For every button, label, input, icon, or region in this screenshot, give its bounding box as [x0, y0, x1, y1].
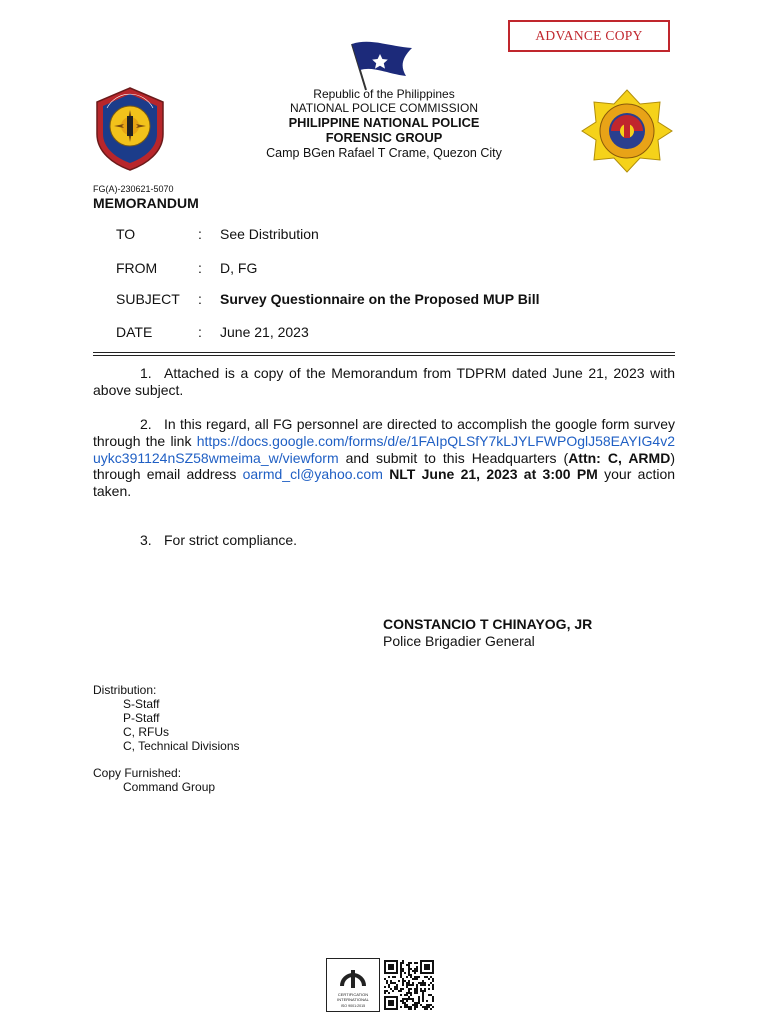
- deadline: NLT June 21, 2023 at 3:00 PM: [389, 466, 598, 483]
- paragraph-2: [93, 416, 675, 500]
- memo-title: MEMORANDUM: [93, 195, 199, 211]
- date-value: June 21, 2023: [220, 324, 309, 340]
- distribution-block: [93, 683, 240, 753]
- from-row: [116, 260, 257, 276]
- paragraph-3: [93, 532, 675, 549]
- paragraph-2-text-e: your action taken.: [93, 466, 676, 500]
- distribution-label: Distribution:: [93, 683, 157, 697]
- email-link[interactable]: oarmd_cl@yahoo.com: [242, 466, 383, 483]
- from-label: FROM: [116, 260, 158, 276]
- distribution-item: C, Technical Divisions: [123, 739, 240, 753]
- survey-form-link[interactable]: https://docs.google.com/forms/d/e/1FAIpQLSfY7kLJYLFWPOglJ58EAYIG4v2uykc391124nSZ58wmeima_w/viewform: [93, 432, 675, 466]
- to-row: [116, 226, 319, 242]
- letterhead-address: Camp BGen Rafael T Crame, Quezon City: [266, 146, 502, 160]
- forensic-group-seal-icon: [580, 88, 674, 174]
- distribution-item: P-Staff: [123, 711, 160, 725]
- flag-icon: [340, 36, 424, 92]
- date-colon: :: [198, 324, 202, 340]
- qr-code-icon: [384, 960, 434, 1010]
- from-value: D, FG: [220, 260, 258, 276]
- paragraph-1-text: Attached is a copy of the Memorandum from TDPRM dated June 21, 2023 with above subject.: [93, 365, 675, 398]
- footer-certification: [326, 958, 438, 1017]
- paragraph-2-text-b: and submit to this Headquarters (: [338, 449, 569, 466]
- subject-colon: :: [198, 291, 202, 307]
- signatory-name: CONSTANCIO T CHINAYOG, JR: [383, 616, 593, 632]
- pnp-seal-icon: [93, 86, 167, 172]
- cert-line-1: CERTIFICATION: [337, 992, 369, 997]
- paragraph-3-number: 3.: [140, 532, 152, 548]
- date-row: [116, 324, 309, 340]
- copy-furnished-label: Copy Furnished:: [93, 766, 182, 780]
- copy-furnished-item: Command Group: [123, 780, 216, 794]
- signatory-rank: Police Brigadier General: [383, 633, 535, 649]
- to-value: See Distribution: [220, 226, 319, 242]
- letterhead-pnp: PHILIPPINE NATIONAL POLICE: [288, 115, 480, 130]
- certification-mark-icon: [326, 958, 438, 1012]
- to-colon: :: [198, 226, 202, 242]
- advance-copy-stamp: [508, 20, 670, 52]
- paragraph-1-number: 1.: [140, 365, 152, 381]
- distribution-item: S-Staff: [123, 697, 160, 711]
- reference-number: FG(A)-230621-5070: [93, 184, 174, 194]
- advance-copy-label: ADVANCE COPY: [535, 28, 643, 43]
- paragraph-2-text-c: ) through email address: [93, 449, 675, 483]
- header-divider-top: [93, 352, 675, 353]
- paragraph-1: [93, 365, 675, 399]
- signatory-block: [383, 616, 592, 650]
- cert-line-3: ISO 9001:2015: [340, 1004, 366, 1008]
- subject-row: [116, 291, 539, 307]
- paragraph-2-number: 2.: [140, 416, 152, 432]
- paragraph-3-text: For strict compliance.: [164, 532, 298, 548]
- distribution-item: C, RFUs: [123, 725, 169, 739]
- attention-line: Attn: C, ARMD: [568, 449, 671, 466]
- letterhead-forensic-group: FORENSIC GROUP: [325, 130, 443, 145]
- from-colon: :: [198, 260, 202, 276]
- cert-line-2: INTERNATIONAL: [337, 997, 369, 1002]
- date-label: DATE: [116, 324, 153, 340]
- paragraph-2-text-a: In this regard, all FG personnel are directed to accomplish the google form survey through the link: [93, 416, 675, 449]
- letterhead: [200, 87, 568, 160]
- subject-label: SUBJECT: [116, 291, 180, 307]
- letterhead-napolcom: NATIONAL POLICE COMMISSION: [289, 101, 479, 115]
- to-label: TO: [116, 226, 136, 242]
- letterhead-republic: Republic of the Philippines: [313, 87, 455, 101]
- subject-value: Survey Questionnaire on the Proposed MUP Bill: [220, 291, 540, 307]
- header-divider-bottom: [93, 355, 675, 356]
- copy-furnished-block: [93, 766, 215, 794]
